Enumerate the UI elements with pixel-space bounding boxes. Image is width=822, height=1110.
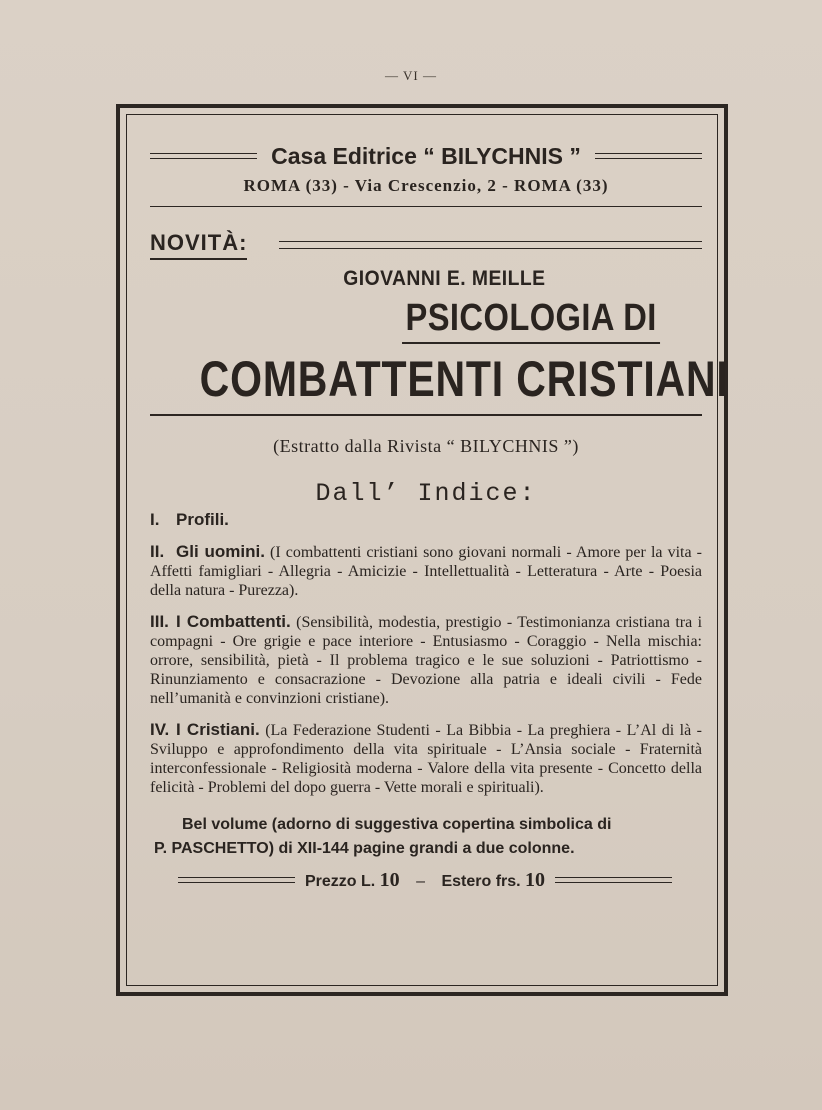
- price-row: [150, 867, 702, 893]
- section-body: (La Federazione Studenti - La Bibbia - La preghiera - L’Al di là - Sviluppo e approfondimento della vita spirituale - L’Ansia sociale - Fraternità interconfessionale - Religiosità moderna - Valore della vita presente - Concetto della felicità - Problemi del dopo guerra - Vette morali e spirituali).: [150, 722, 703, 796]
- advertisement-frame: [116, 104, 728, 996]
- index-section: [150, 510, 702, 530]
- section-numeral: II.: [150, 542, 165, 561]
- section-title: Gli uomini.: [176, 542, 265, 561]
- title-divider: [150, 414, 702, 416]
- index-sections: [150, 510, 702, 797]
- index-section: [150, 542, 702, 600]
- section-body: (Sensibilità, modestia, prestigio - Testimonianza cristiana tra i compagni - Ore grigie e pace interiore - Entusiasmo - Coraggio - Nella mischia: orrore, sensibilità, pietà - Il problema tragico e le sue soluzioni - Patriottismo - Rinunziamento e consacrazione - Devozione alla patria e ideali civili - Fede nell’umanità e convinzioni cristiane).: [150, 614, 703, 707]
- source-note: (Estratto dalla Rivista “ BILYCHNIS ”): [273, 436, 579, 456]
- author-name: GIOVANNI E. MEILLE: [343, 267, 546, 290]
- section-title: I Combattenti.: [176, 612, 291, 631]
- publisher-address: ROMA (33) - Via Crescenzio, 2 - ROMA (33): [243, 176, 609, 195]
- section-numeral: IV.: [150, 720, 170, 739]
- header-divider: [150, 206, 702, 207]
- price-label: Prezzo L.: [304, 872, 376, 890]
- price-separator: –: [416, 872, 425, 890]
- volume-description: [150, 813, 702, 861]
- left-double-rule: [150, 153, 257, 159]
- index-section: [150, 612, 702, 708]
- section-body: (I combattenti cristiani sono giovani normali - Amore per la vita - Affetti famigliari - Allegria - Amicizie - Intellettualità - Letteratura - Arte - Poesia della natura - Purezza).: [150, 544, 703, 599]
- price-text: [305, 869, 545, 892]
- foreign-price-label: Estero frs.: [441, 872, 521, 890]
- right-double-rule: [595, 153, 702, 159]
- book-title-line1: PSICOLOGIA DI: [402, 297, 660, 344]
- section-numeral: I.: [150, 510, 160, 529]
- price-value: 10: [379, 868, 400, 891]
- section-title: Profili.: [176, 510, 229, 529]
- page-number: — VI —: [385, 68, 437, 83]
- section-title: I Cristiani.: [176, 720, 260, 739]
- index-heading: Dall’ Indice:: [315, 479, 537, 508]
- title-line1-wrap: [150, 297, 702, 344]
- novita-label: NOVITÀ:: [150, 230, 247, 260]
- novita-double-rule: [279, 241, 702, 249]
- volume-line2: P. PASCHETTO) di XII-144 pagine grandi a due colonne.: [154, 840, 575, 857]
- novita-row: [150, 227, 702, 263]
- price-right-rule: [555, 877, 672, 883]
- advertisement-content: [150, 138, 729, 893]
- index-section: [150, 720, 702, 797]
- foreign-price-value: 10: [525, 868, 546, 891]
- price-left-rule: [178, 877, 295, 883]
- volume-line1: Bel volume (adorno di suggestiva copertina simbolica di: [182, 816, 612, 833]
- publisher-header: [150, 138, 702, 174]
- book-title-line2: COMBATTENTI CRISTIANI: [199, 351, 729, 407]
- section-numeral: III.: [150, 612, 169, 631]
- publisher-name: Casa Editrice “ BILYCHNIS ”: [271, 142, 581, 169]
